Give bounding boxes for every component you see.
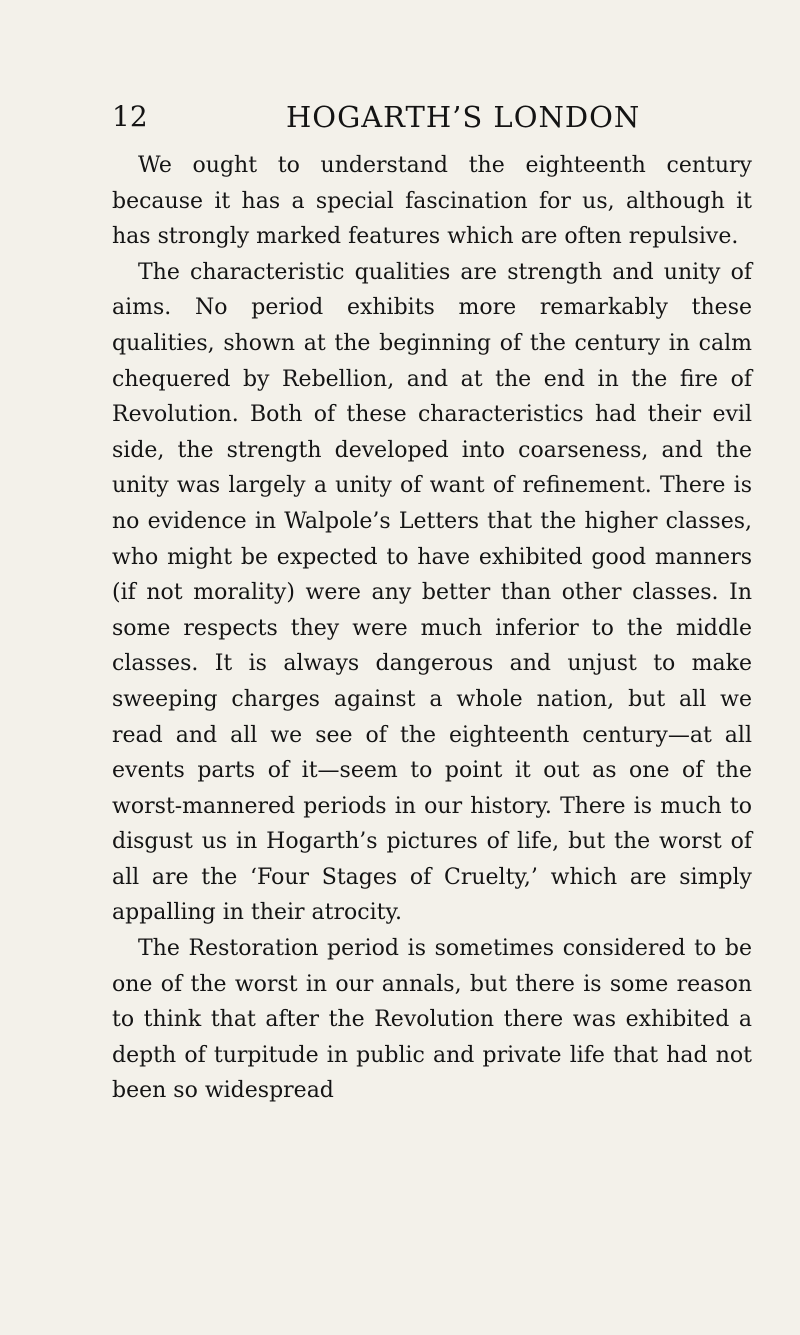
body-text <box>112 148 752 1109</box>
page-number: 12 <box>112 100 148 133</box>
running-head <box>112 95 748 139</box>
running-title: HOGARTH’S LONDON <box>286 100 641 134</box>
paragraph-1: We ought to understand the eighteenth century because it has a special fascination for us, although it has strongly marked features which are often repulsive. <box>112 153 752 250</box>
paragraph-2: The characteristic qualities are strength and unity of aims. No period exhibits more remarkably these qualities, shown at the beginning of the century in calm chequered by Rebellion, and at the end in the fire of Revolution. Both of these characteristics had their evil side, the strength developed into coarseness, and the unity was largely a unity of want of refinement. There is no evidence in Walpole’s Letters that the higher classes, who might be expected to have exhibited good manners (if not morality) were any better than other classes. In some respects they were much inferior to the middle classes. It is always dangerous and unjust to make sweeping charges against a whole nation, but all we read and all we see of the eighteenth century—at all events parts of it—seem to point it out as one of the worst-mannered periods in our history. There is much to disgust us in Hogarth’s pictures of life, but the worst of all are the ‘Four Stages of Cruelty,’ which are simply appalling in their atrocity. <box>112 259 752 926</box>
paragraph-3: The Restoration period is sometimes considered to be one of the worst in our annals, but there is some reason to think that after the Revolution there was exhibited a depth of turpitude in public and private life that had not been so widespread <box>112 936 752 1104</box>
